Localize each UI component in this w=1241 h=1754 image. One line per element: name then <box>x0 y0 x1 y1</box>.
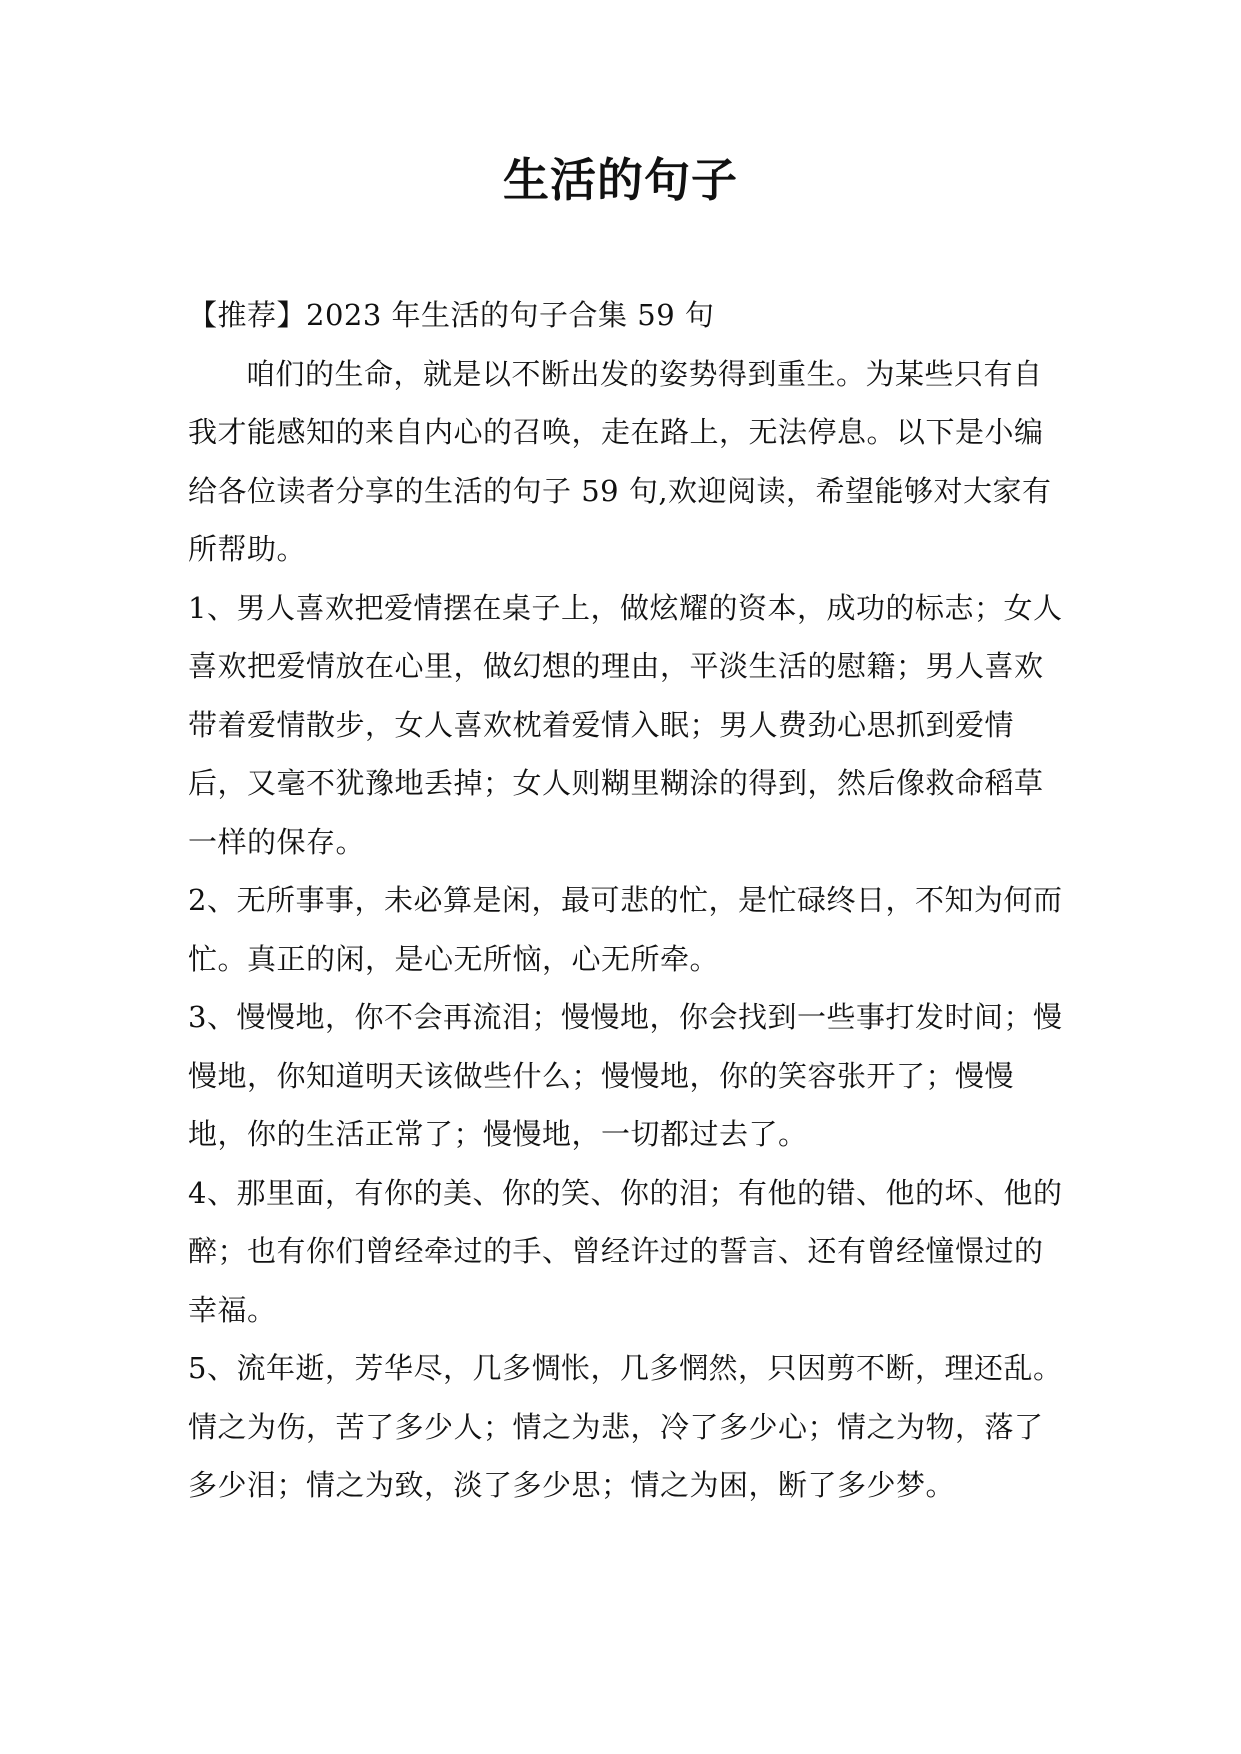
list-item: 1、男人喜欢把爱情摆在桌子上，做炫耀的资本，成功的标志；女人喜欢把爱情放在心里，做幻想的理由，平淡生活的慰籍；男人喜欢带着爱情散步，女人喜欢枕着爱情入眠；男人费劲心思抓到爱情后，又毫不犹豫地丢掉；女人则糊里糊涂的得到，然后像救命稻草一样的保存。 <box>188 590 1063 859</box>
list-item: 2、无所事事，未必算是闲，最可悲的忙，是忙碌终日，不知为何而忙。真正的闲，是心无所恼，心无所牵。 <box>188 883 1063 976</box>
document-body <box>188 286 1068 1515</box>
list-item: 4、那里面，有你的美、你的笑、你的泪；有他的错、他的坏、他的醉；也有你们曾经牵过的手、曾经许过的誓言、还有曾经憧憬过的幸福。 <box>188 1175 1063 1327</box>
list-item: 3、慢慢地，你不会再流泪；慢慢地，你会找到一些事打发时间；慢慢地，你知道明天该做些什么；慢慢地，你的笑容张开了；慢慢地，你的生活正常了；慢慢地，一切都过去了。 <box>188 1000 1063 1151</box>
intro-paragraph: 咱们的生命，就是以不断出发的姿势得到重生。为某些只有自我才能感知的来自内心的召唤，走在路上，无法停息。以下是小编给各位读者分享的生活的句子 59 句,欢迎阅读，希望能够对大家有所帮助。 <box>188 356 1052 566</box>
list-item: 5、流年逝，芳华尽，几多惆怅，几多惘然，只因剪不断，理还乱。情之为伤，苦了多少人；情之为悲，冷了多少心；情之为物，落了多少泪；情之为致，淡了多少思；情之为困，断了多少梦。 <box>188 1351 1063 1502</box>
document-title: 生活的句子 <box>503 153 738 207</box>
document-subtitle: 【推荐】2023 年生活的句子合集 59 句 <box>188 298 715 332</box>
